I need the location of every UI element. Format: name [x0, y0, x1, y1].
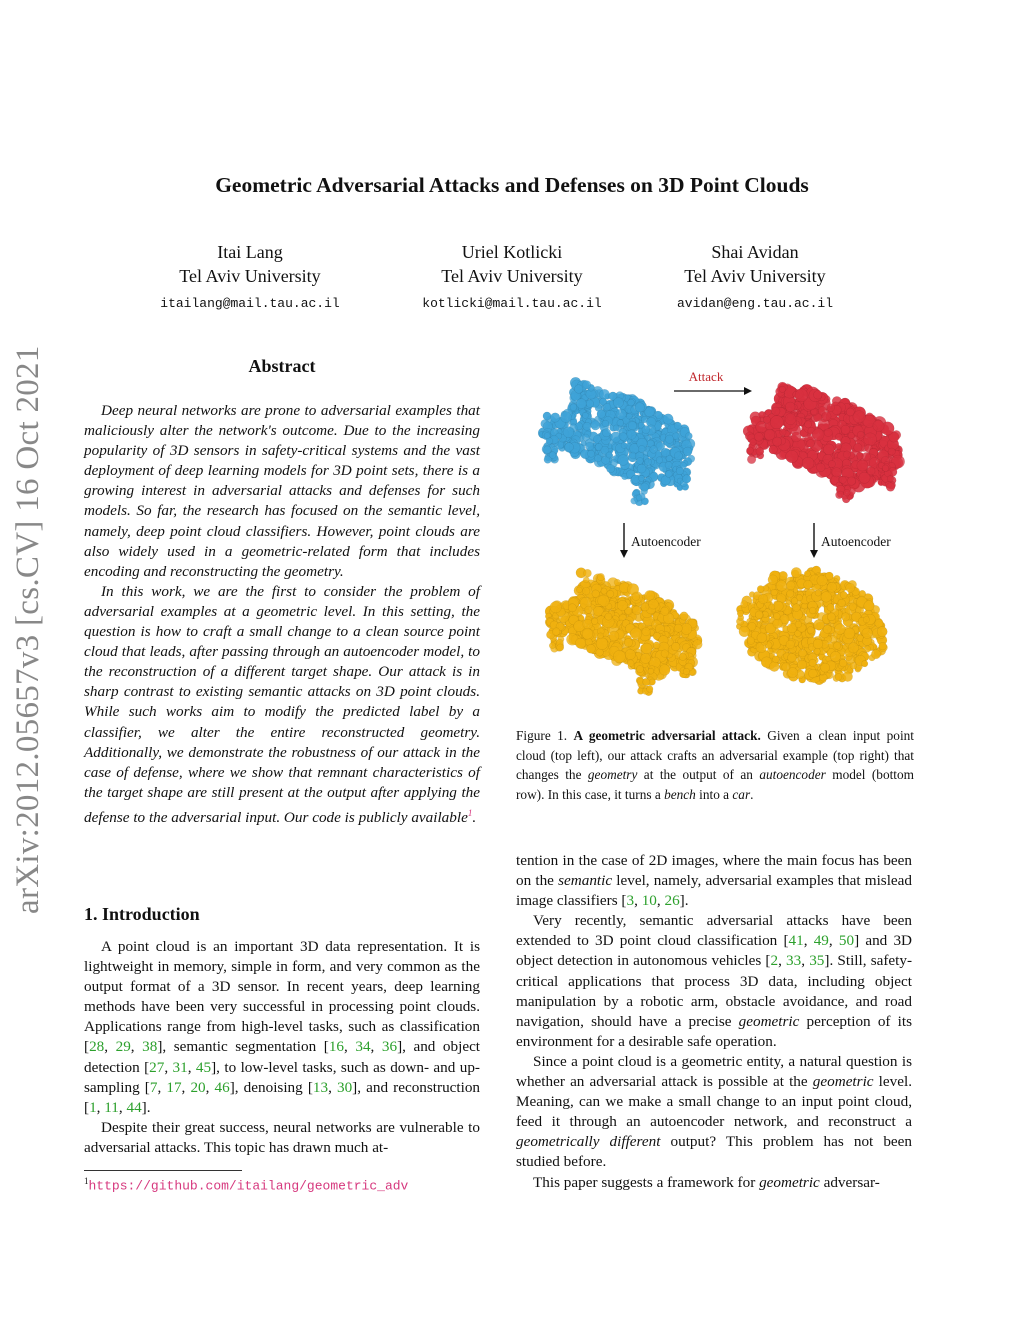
- figure-1: [516, 360, 916, 720]
- abstract-paragraph-2-text: In this work, we are the first to consider the problem of adversarial examples at a geometric level. In this setting, the question is how to craft a small change to a clean source point cloud that leads, after passing through an autoencoder model, to the reconstruction of a different target shape. Our attack is in sharp contrast to existing semantic attacks on 3D point clouds. While such works aim to modify the predicted label by a classifier, we alter the entire reconstructed geometry. Additionally, we demonstrate the robustness of our attack in the case of defense, where we show that remnant characteristics of the target shape are still present at the output after applying the defense to the adversarial input. Our code is publicly available: [84, 582, 480, 826]
- autoencoder-arrow-left-icon: [620, 523, 628, 558]
- attack-arrow-icon: [674, 387, 752, 395]
- citation[interactable]: 44: [126, 1098, 142, 1116]
- intro-paragraph-2: Despite their great success, neural networks are vulnerable to adversarial attacks. This topic has drawn much at-: [84, 1118, 480, 1156]
- abstract-paragraph-1: Deep neural networks are prone to adversarial examples that maliciously alter the network's outcome. Due to the increasing popularity of 3D sensors in safety-critical systems and the vast deployment of deep learning models for 3D point sets, there is a growing interest in adversarial attacks and defenses for such models. So far, the research has focused on the semantic level, namely, deep point cloud classifiers. However, point clouds are also widely used in a geometric-related form that includes encoding and reconstructing the geometry.: [84, 402, 480, 580]
- citation[interactable]: 38: [142, 1038, 158, 1056]
- citation[interactable]: 46: [214, 1078, 230, 1096]
- citation[interactable]: 41: [788, 932, 804, 950]
- citation[interactable]: 45: [195, 1058, 212, 1076]
- right-paragraph-1: tention in the case of 2D images, where the main focus has been on the semantic level, namely, adversarial examples that mislead image classifiers [3, 10, 26].: [516, 852, 912, 910]
- right-column-body: [516, 851, 912, 1193]
- citation[interactable]: 13: [312, 1078, 329, 1096]
- citation[interactable]: 31: [172, 1058, 188, 1076]
- citation[interactable]: 33: [786, 952, 802, 970]
- right-paragraph-2: Very recently, semantic adversarial attacks have been extended to 3D point cloud classification [41, 49, 50] and 3D object detection in autonomous vehicles [2, 33, 35]. Still, safety-critical applications that process 3D data, including object manipulation by a robotic arm, obstacle avoidance, and road navigation, should have a precise geometric perception of its environment for a desirable safe operation.: [516, 912, 913, 1050]
- footnote: [84, 1176, 408, 1193]
- citation[interactable]: 27: [149, 1058, 165, 1076]
- citation[interactable]: 20: [190, 1078, 206, 1096]
- autoencoder-label-left: Autoencoder: [631, 534, 701, 549]
- intro-paragraph-1: A point cloud is an important 3D data representation. It is lightweight in memory, simple in form, and very common as the output format of a 3D sensor. In recent years, deep learning methods have been very successful in processing point clouds. Applications range from high-level tasks, such as classification [28, 29, 38], semantic segmentation [16, 34, 36], and object detection [27, 31, 45], to low-level tasks, such as down- and up-sampling [7, 17, 20, 46], denoising [13, 30], and reconstruction [1, 11, 44].: [84, 938, 481, 1116]
- abstract-paragraph-2: [84, 582, 480, 828]
- right-paragraph-3: Since a point cloud is a geometric entity, a natural question is whether an adversarial attack is possible at the geometric level. Meaning, can we make a small change to an input point cloud, feed it through an autoencoder network, and reconstruct a geometrically different output? This problem has not been studied before.: [516, 1052, 912, 1171]
- author-email: kotlicki@mail.tau.ac.il: [422, 296, 602, 311]
- arxiv-identifier: arXiv:2012.05657v3 [cs.CV] 16 Oct 2021: [10, 345, 46, 914]
- introduction-body: [84, 937, 480, 1158]
- author-3: [625, 240, 885, 316]
- abstract-heading: Abstract: [248, 356, 316, 376]
- footnote-url-link[interactable]: https://github.com/itailang/geometric_adv: [88, 1178, 409, 1194]
- citation[interactable]: 30: [336, 1078, 353, 1096]
- author-affiliation: Tel Aviv University: [684, 266, 826, 286]
- citation[interactable]: 11: [104, 1098, 119, 1116]
- citation[interactable]: 29: [115, 1038, 131, 1056]
- citation[interactable]: 17: [166, 1078, 182, 1096]
- citation[interactable]: 49: [813, 932, 829, 950]
- punctuation: .: [472, 808, 477, 826]
- autoencoder-label-right: Autoencoder: [821, 534, 891, 549]
- right-paragraph-4: This paper suggests a framework for geometric adversar-: [533, 1173, 880, 1191]
- author-2: [382, 240, 642, 316]
- citation[interactable]: 26: [664, 892, 680, 910]
- author-name: Shai Avidan: [711, 242, 799, 262]
- author-affiliation: Tel Aviv University: [179, 266, 321, 286]
- author-name: Uriel Kotlicki: [461, 242, 563, 262]
- citation[interactable]: 36: [381, 1038, 398, 1056]
- citation[interactable]: 3: [626, 892, 635, 910]
- autoencoder-arrow-right-icon: [810, 523, 818, 558]
- author-email: avidan@eng.tau.ac.il: [676, 296, 834, 311]
- reconstructed-bench-point-cloud: [545, 568, 702, 696]
- citation[interactable]: 2: [770, 952, 779, 970]
- citation[interactable]: 50: [838, 932, 855, 950]
- abstract-body: [84, 401, 480, 828]
- citation[interactable]: 10: [641, 892, 657, 910]
- author-name: Itai Lang: [217, 242, 283, 262]
- paper-title: Geometric Adversarial Attacks and Defenses on 3D Point Clouds: [215, 173, 809, 197]
- footnote-divider: [84, 1170, 242, 1171]
- citation[interactable]: 35: [809, 952, 825, 970]
- adversarial-bench-point-cloud: [743, 382, 905, 503]
- section-heading-introduction: 1. Introduction: [84, 904, 200, 924]
- citation[interactable]: 1: [89, 1098, 97, 1116]
- author-1: [120, 240, 380, 316]
- footnote-number: 1: [84, 1176, 89, 1186]
- citation[interactable]: 16: [328, 1038, 344, 1056]
- attack-label: Attack: [688, 369, 724, 384]
- clean-bench-point-cloud: [538, 377, 695, 506]
- author-affiliation: Tel Aviv University: [441, 266, 583, 286]
- figure-caption: Figure 1. A geometric adversarial attack. Given a clean input point cloud (top left), our attack crafts an adversarial example (top right) that changes the geometry at the output of an autoencoder model (bottom row). In this case, it turns a bench into a car.: [516, 728, 914, 802]
- author-email: itailang@mail.tau.ac.il: [160, 296, 340, 311]
- citation[interactable]: 28: [89, 1038, 105, 1056]
- footnote-mark[interactable]: 1: [467, 807, 473, 818]
- citation[interactable]: 7: [149, 1078, 158, 1096]
- citation[interactable]: 34: [355, 1038, 371, 1056]
- reconstructed-car-point-cloud: [736, 566, 887, 685]
